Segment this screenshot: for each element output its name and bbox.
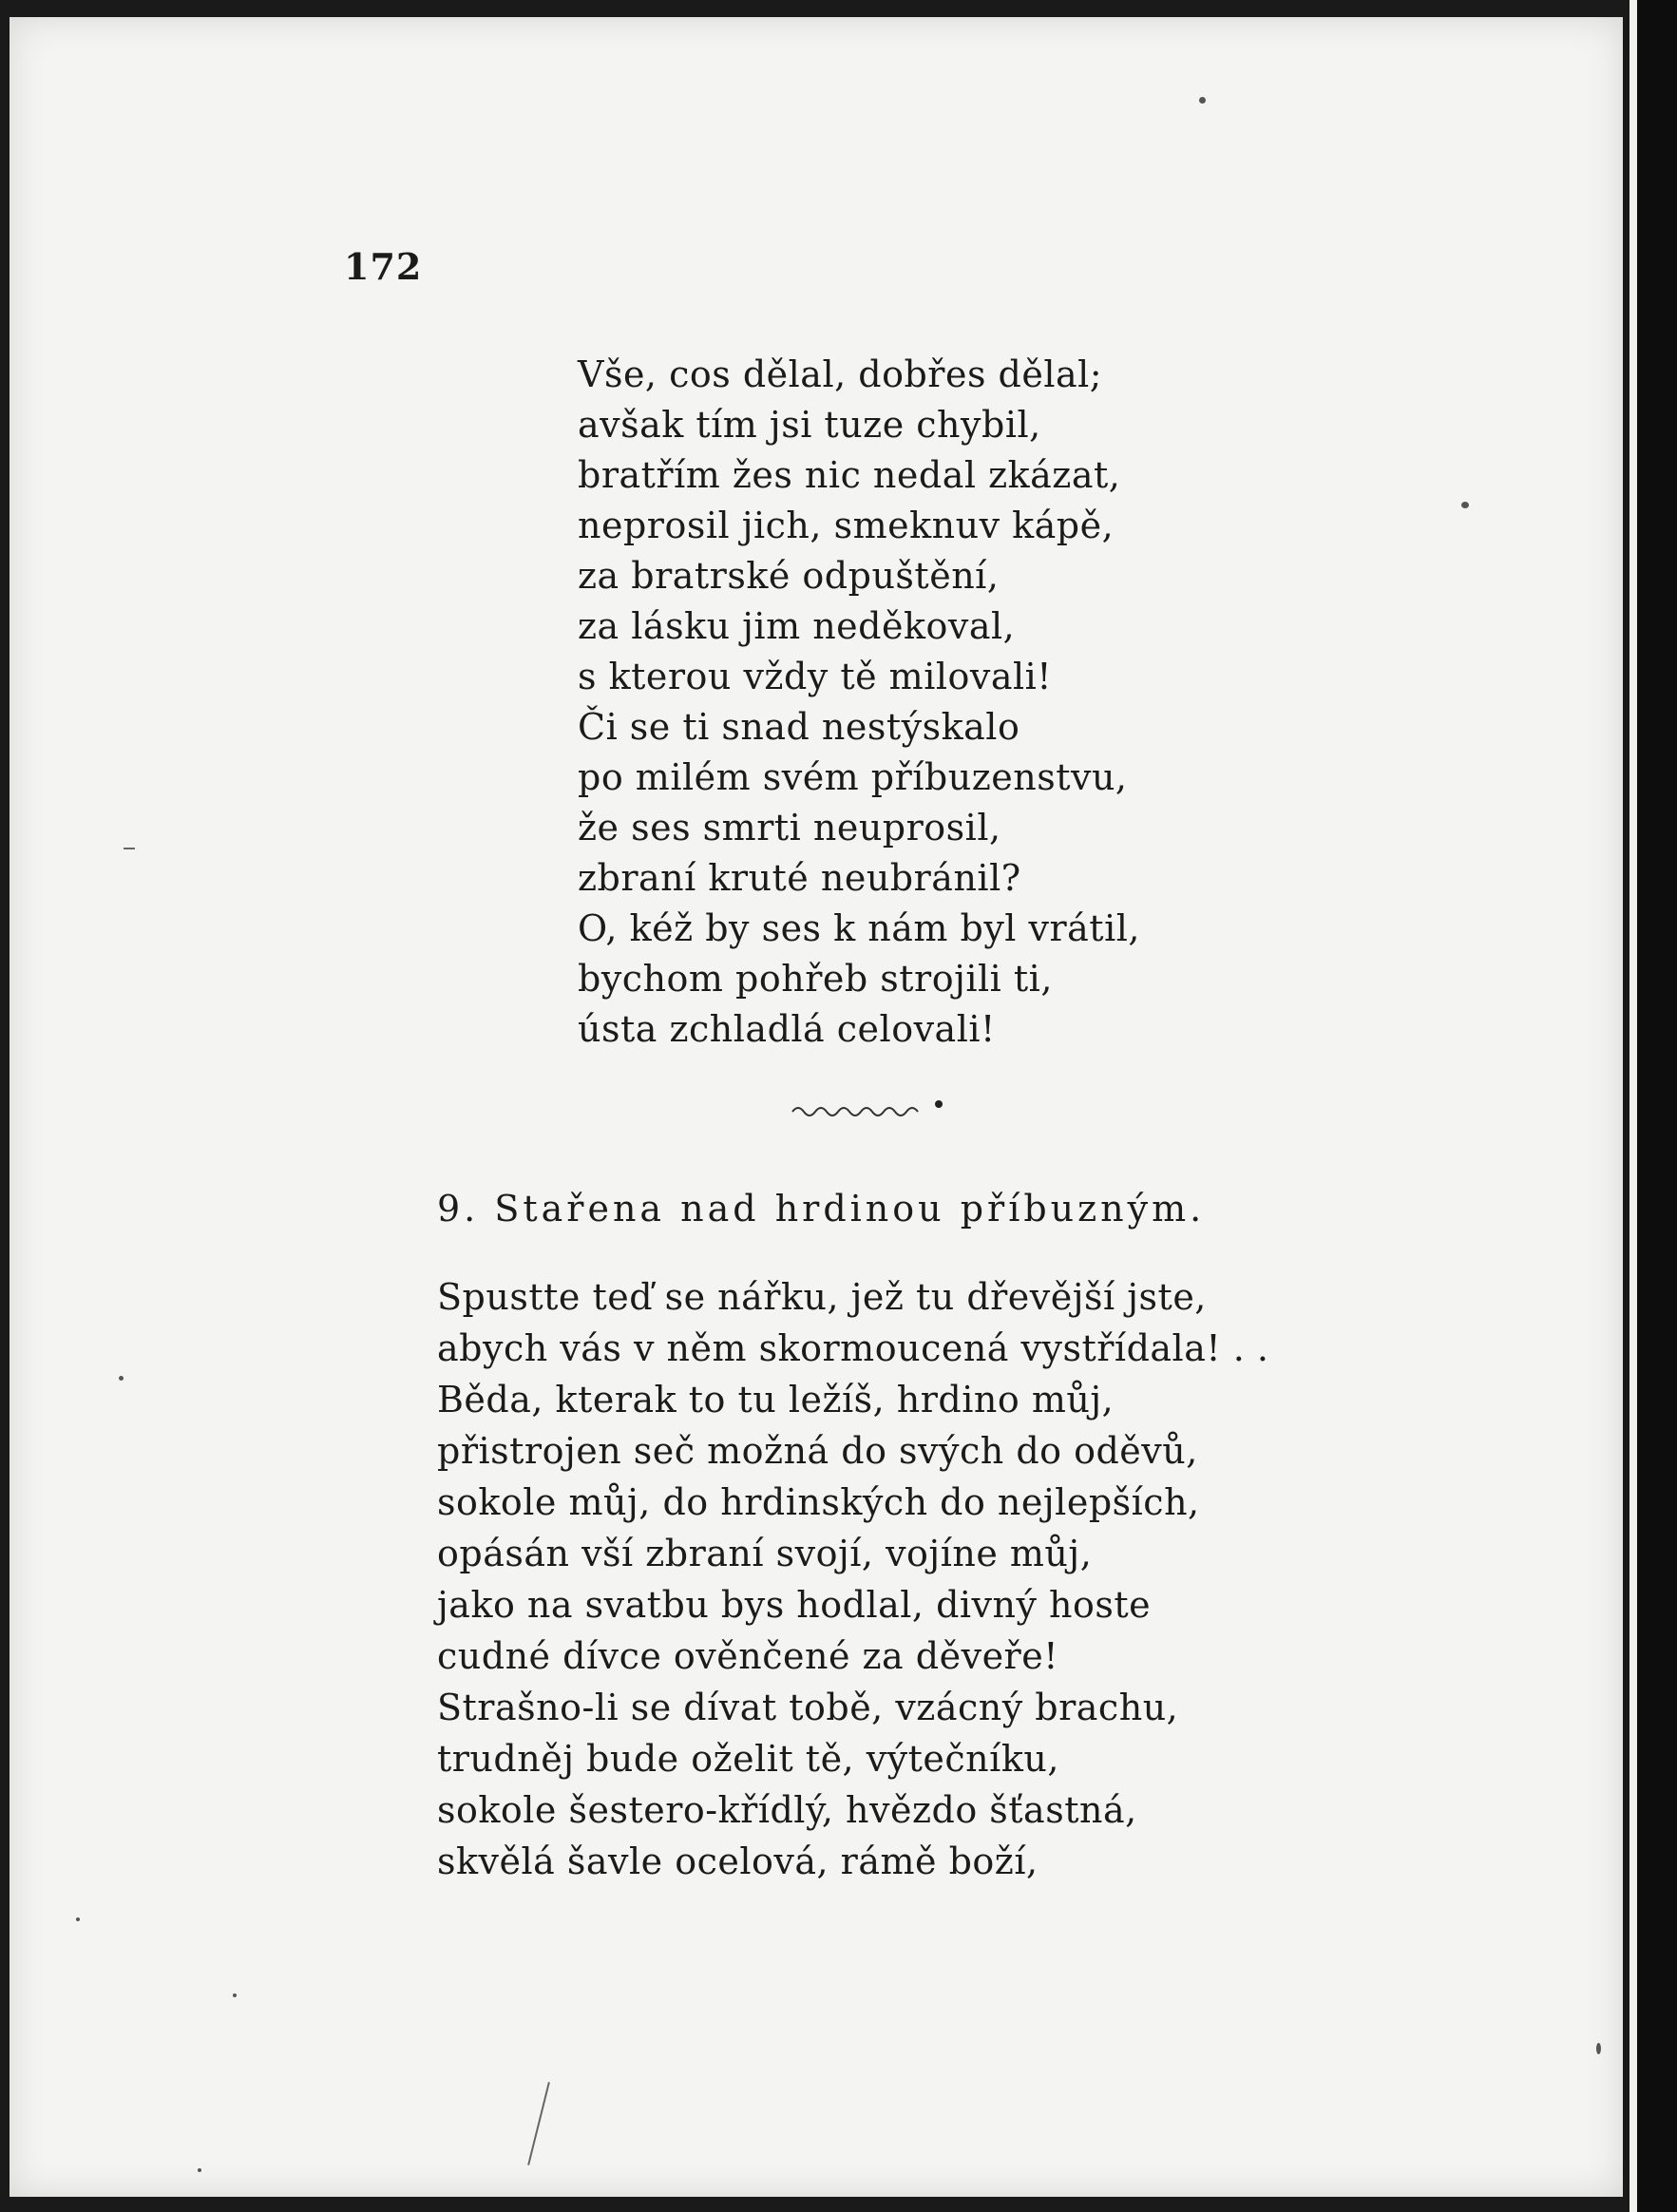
verse-line: bychom pohřeb strojili ti, [578, 958, 1053, 1000]
verse-line: za lásku jim neděkoval, [578, 605, 1016, 647]
page-number: 172 [344, 245, 423, 288]
poem-body [437, 1271, 1268, 1887]
scan-border-right [1637, 0, 1677, 2212]
verse-line: s kterou vždy tě milovali! [578, 656, 1053, 697]
verse-line: ústa zchladlá celovali! [578, 1008, 996, 1050]
verse-line: přistrojen seč možná do svých do oděvů, [437, 1430, 1198, 1472]
verse-line: trudněj bude oželit tě, výtečníku, [437, 1738, 1059, 1780]
verse-line: za bratrské odpuštění, [578, 555, 1000, 597]
verse-line: skvělá šavle ocelová, rámě boží, [437, 1840, 1039, 1882]
verse-line: opásán vší zbraní svojí, vojíne můj, [437, 1533, 1093, 1574]
verse-line: po milém svém příbuzenstvu, [578, 756, 1128, 798]
verse-line: cudné dívce ověnčené za děveře! [437, 1635, 1058, 1677]
verse-line: sokole můj, do hrdinských do nejlepších, [437, 1481, 1200, 1523]
verse-line: Spustte teď se nářku, jež tu dřevější jste, [437, 1276, 1207, 1318]
verse-line: abych vás v něm skormoucená vystřídala! . . [437, 1327, 1269, 1369]
paper-scratch [124, 848, 135, 849]
verse-line: O, kéž by ses k nám byl vrátil, [578, 907, 1140, 949]
section-ornament [789, 1095, 950, 1123]
verse-line: zbraní kruté neubránil? [578, 857, 1021, 899]
verse-line: jako na svatbu bys hodlal, divný hoste [437, 1584, 1152, 1626]
verse-line: neprosil jich, smeknuv kápě, [578, 505, 1115, 546]
verse-line: avšak tím jsi tuze chybil, [578, 404, 1041, 446]
verse-line: Běda, kterak to tu ležíš, hrdino můj, [437, 1379, 1115, 1421]
verse-line: bratřím žes nic nedal zkázat, [578, 454, 1121, 496]
stanza-continued [578, 350, 1140, 1055]
verse-line: Vše, cos dělal, dobřes dělal; [578, 353, 1103, 395]
verse-line: Strašno-li se dívat tobě, vzácný brachu, [437, 1687, 1179, 1728]
page-edge [1629, 0, 1637, 2212]
verse-line: Či se ti snad nestýskalo [578, 706, 1020, 748]
section-heading: 9. Stařena nad hrdinou příbuzným. [437, 1188, 1206, 1230]
verse-line: že ses smrti neuprosil, [578, 807, 1001, 849]
verse-line: sokole šestero-křídlý, hvězdo šťastná, [437, 1789, 1137, 1831]
